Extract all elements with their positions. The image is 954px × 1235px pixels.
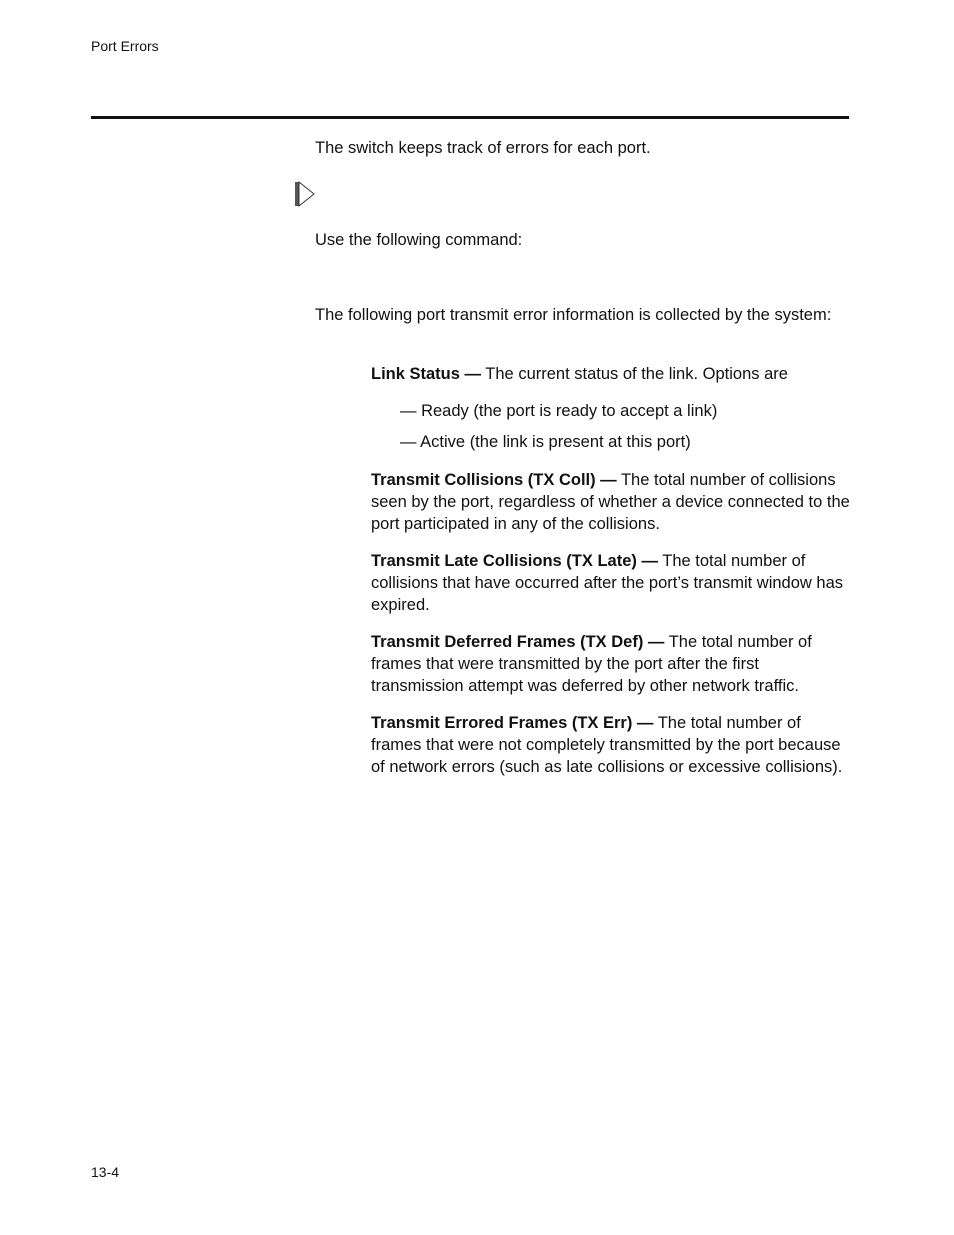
description-tx-coll: The total number of collisions seen by the port, regardless of whether a device connected to the port participated in any of the collisions. xyxy=(371,471,850,533)
description-tx-late: The total number of collisions that have occurred after the port’s transmit window has expired. xyxy=(371,552,844,614)
term-tx-late: Transmit Late Collisions (TX Late) — xyxy=(371,552,658,570)
header-rule xyxy=(91,116,849,119)
term-tx-coll: Transmit Collisions (TX Coll) — xyxy=(371,471,617,489)
page-number: 13-4 xyxy=(91,1164,120,1180)
command-intro: Use the following command: xyxy=(315,231,523,249)
transmit-intro: The following port transmit error information is collected by the system: xyxy=(315,306,832,324)
definition-link-status xyxy=(371,363,851,385)
intro-paragraph: The switch keeps track of errors for each port. xyxy=(315,139,651,157)
description-tx-err: The total number of frames that were not completely transmitted by the port because of network errors (such as late collisions or excessive collisions). xyxy=(371,714,843,776)
definition-tx-err xyxy=(371,712,851,778)
option-active: — Active (the link is present at this port) xyxy=(400,433,691,451)
description-tx-def: The total number of frames that were transmitted by the port after the first transmission attempt was deferred by other network traffic. xyxy=(371,633,812,695)
definition-tx-late xyxy=(371,550,851,616)
definition-tx-def xyxy=(371,631,851,697)
term-tx-def: Transmit Deferred Frames (TX Def) — xyxy=(371,633,665,651)
option-ready: — Ready (the port is ready to accept a link) xyxy=(400,402,718,420)
running-header: Port Errors xyxy=(91,38,159,54)
definition-tx-coll xyxy=(371,469,851,535)
description-link-status: The current status of the link. Options are xyxy=(481,365,788,383)
term-link-status: Link Status — xyxy=(371,365,482,383)
arrow-right-icon xyxy=(294,180,316,208)
term-tx-err: Transmit Errored Frames (TX Err) — xyxy=(371,714,654,732)
